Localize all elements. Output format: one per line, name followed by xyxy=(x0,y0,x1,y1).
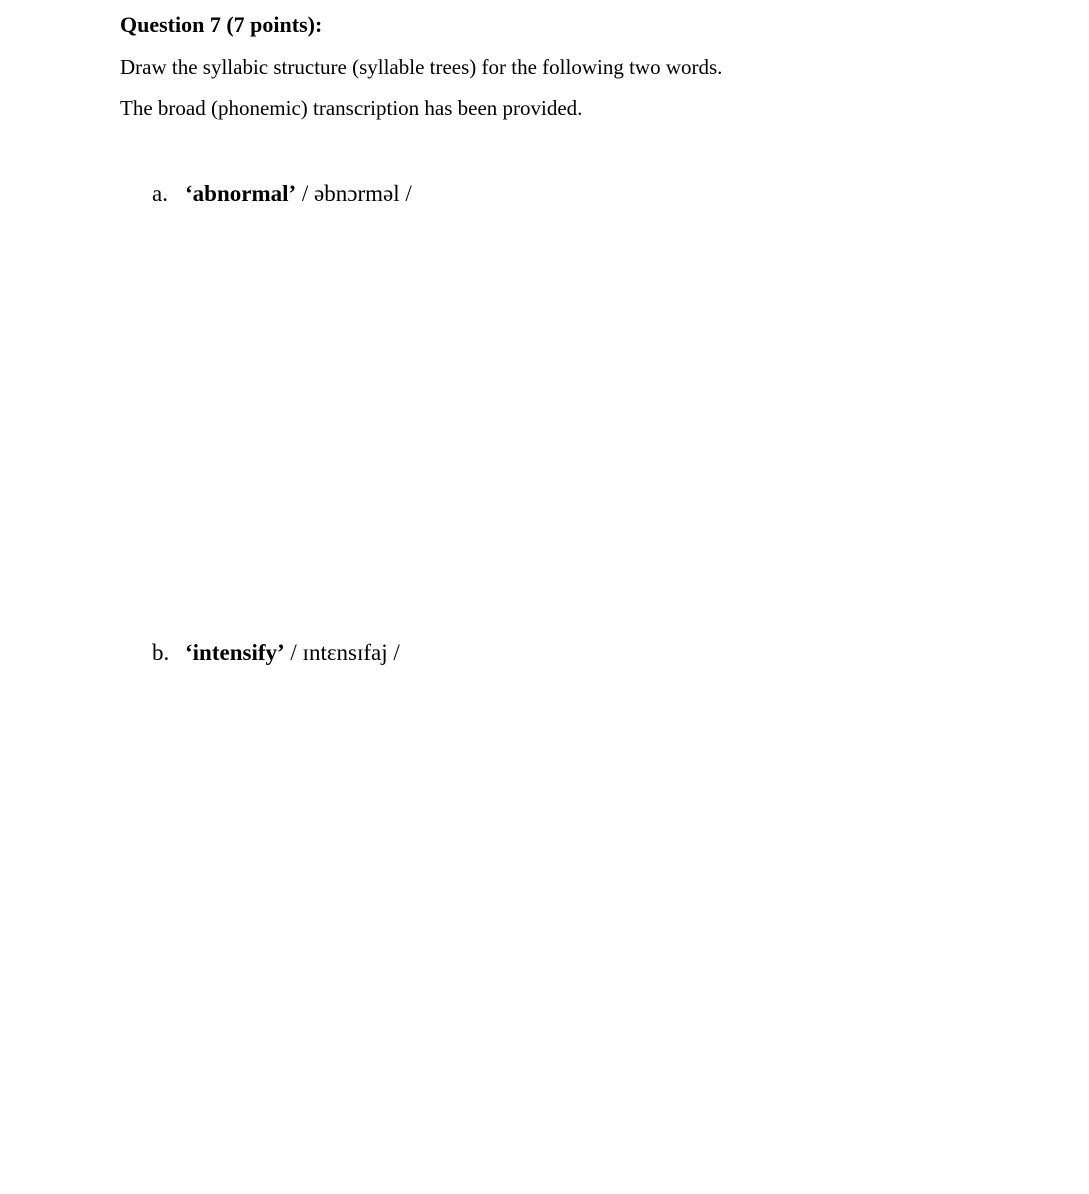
item-b-marker: b. xyxy=(152,640,170,665)
instruction-line-1: Draw the syllabic structure (syllable trees) for the following two words. xyxy=(120,55,723,79)
answer-space-b[interactable] xyxy=(120,682,980,1162)
item-b-word: ‘intensify’ xyxy=(185,640,285,665)
item-a xyxy=(152,181,412,207)
answer-space-a[interactable] xyxy=(120,222,980,622)
item-b-transcription: / ɪntɛnsɪfaj / xyxy=(284,640,400,665)
question-title: Question 7 (7 points): xyxy=(120,12,323,37)
item-a-transcription: / əbnɔrməl / xyxy=(296,181,412,206)
item-b xyxy=(152,640,400,666)
item-a-marker: a. xyxy=(152,181,168,206)
item-a-word: ‘abnormal’ xyxy=(185,181,297,206)
instruction-line-2: The broad (phonemic) transcription has been provided. xyxy=(120,96,583,120)
